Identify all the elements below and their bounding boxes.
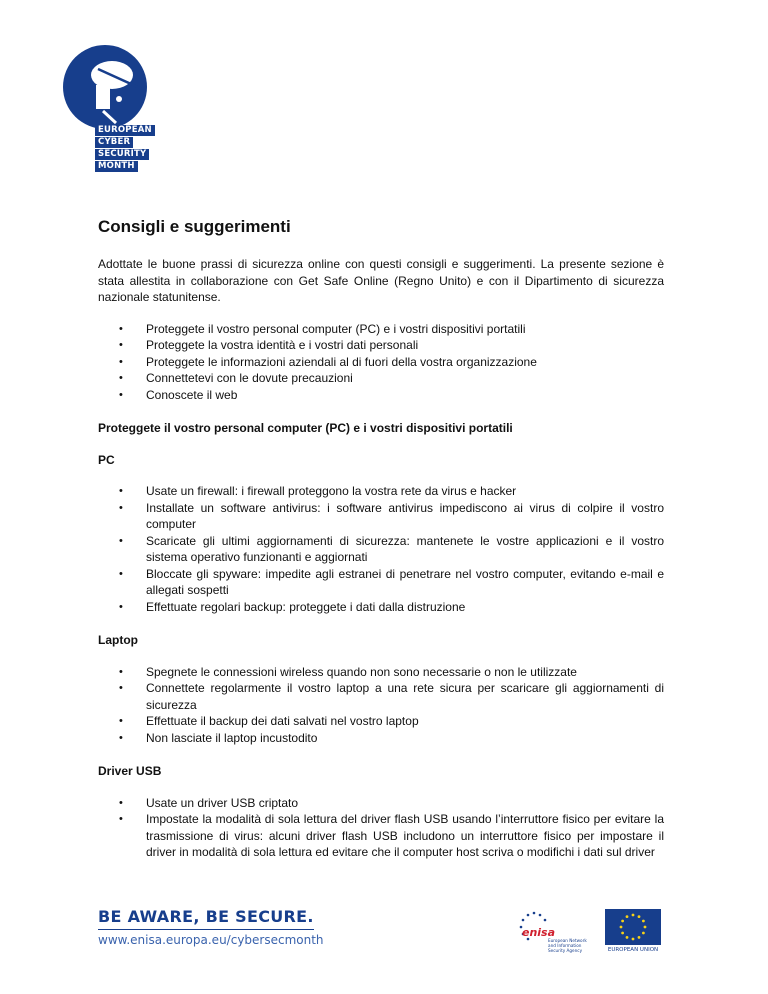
logo-line: CYBER <box>95 137 133 148</box>
page-title: Consigli e suggerimenti <box>98 217 291 236</box>
list-item: • Connettetevi con le dovute precauzioni <box>146 370 664 387</box>
ecsm-logo <box>58 45 168 180</box>
list-item: • Installate un software antivirus: i software antivirus impediscono ai virus di colpire il vostro computer <box>146 500 664 533</box>
pc-list <box>98 483 664 615</box>
page-footer <box>98 907 668 967</box>
list-item: • Effettuate il backup dei dati salvati nel vostro laptop <box>146 713 664 730</box>
enisa-name: enisa <box>522 926 556 939</box>
pc-heading: PC <box>98 452 115 467</box>
eu-label: EUROPEAN UNION <box>607 947 659 953</box>
ecsm-logo-icon <box>58 45 168 135</box>
enisa-subtitle: Security Agency <box>548 948 583 953</box>
section-title: Proteggete il vostro personal computer (PC) e i vostri dispositivi portatili <box>98 421 513 435</box>
footer-url: www.enisa.europa.eu/cybersecmonth <box>98 933 324 947</box>
enisa-subtitle: European Network <box>548 938 587 943</box>
eu-flag-icon <box>603 909 663 945</box>
enisa-subtitle: and Information <box>548 943 582 948</box>
list-item: • Proteggete le informazioni aziendali al di fuori della vostra organizzazione <box>146 354 664 371</box>
list-item: • Conoscete il web <box>146 387 664 404</box>
usb-list <box>98 795 664 861</box>
logo-line: EUROPEAN <box>95 125 155 136</box>
document-body <box>98 216 664 878</box>
toc-list <box>98 321 664 404</box>
list-item: • Spegnete le connessioni wireless quando non sono necessarie o non le utilizzate <box>146 664 664 681</box>
ecsm-logo-text <box>95 125 155 173</box>
list-item: • Usate un firewall: i firewall proteggono la vostra rete da virus e hacker <box>146 483 664 500</box>
list-item: • Proteggete il vostro personal computer (PC) e i vostri dispositivi portatili <box>146 321 664 338</box>
intro-paragraph: Adottate le buone prassi di sicurezza online con questi consigli e suggerimenti. La presente sezione è stata allestita in collaborazione con Get Safe Online (Regno Unito) e con il Dipartimento di sicurezza nazionale statunitense. <box>98 257 664 304</box>
list-item: • Connettete regolarmente il vostro laptop a una rete sicura per scaricare gli aggiornamenti di sicurezza <box>146 680 664 713</box>
list-item: • Usate un driver USB criptato <box>146 795 664 812</box>
eu-logo <box>603 909 663 959</box>
footer-slogan: BE AWARE, BE SECURE. <box>98 907 314 930</box>
logo-line: MONTH <box>95 161 138 172</box>
list-item: • Impostate la modalità di sola lettura del driver flash USB usando l’interruttore fisico per evitare la trasmissione di virus: alcuni driver flash USB includono un interruttore fisico per impostare il driver in modalità di sola lettura ed evitare che il computer host scriva o modifichi i dati sul driver <box>146 811 664 861</box>
list-item: • Proteggete la vostra identità e i vostri dati personali <box>146 337 664 354</box>
usb-heading: Driver USB <box>98 764 162 778</box>
laptop-heading: Laptop <box>98 633 138 647</box>
enisa-logo-icon <box>510 909 590 959</box>
logo-line: SECURITY <box>95 149 149 160</box>
list-item: • Effettuate regolari backup: proteggete i dati dalla distruzione <box>146 599 664 616</box>
list-item: • Bloccate gli spyware: impedite agli estranei di penetrare nel vostro computer, evitando e-mail e allegati sospetti <box>146 566 664 599</box>
list-item: • Scaricate gli ultimi aggiornamenti di sicurezza: mantenete le vostre applicazioni e il vostro sistema operativo funzionanti e aggiornati <box>146 533 664 566</box>
list-item: • Non lasciate il laptop incustodito <box>146 730 664 747</box>
laptop-list <box>98 664 664 747</box>
